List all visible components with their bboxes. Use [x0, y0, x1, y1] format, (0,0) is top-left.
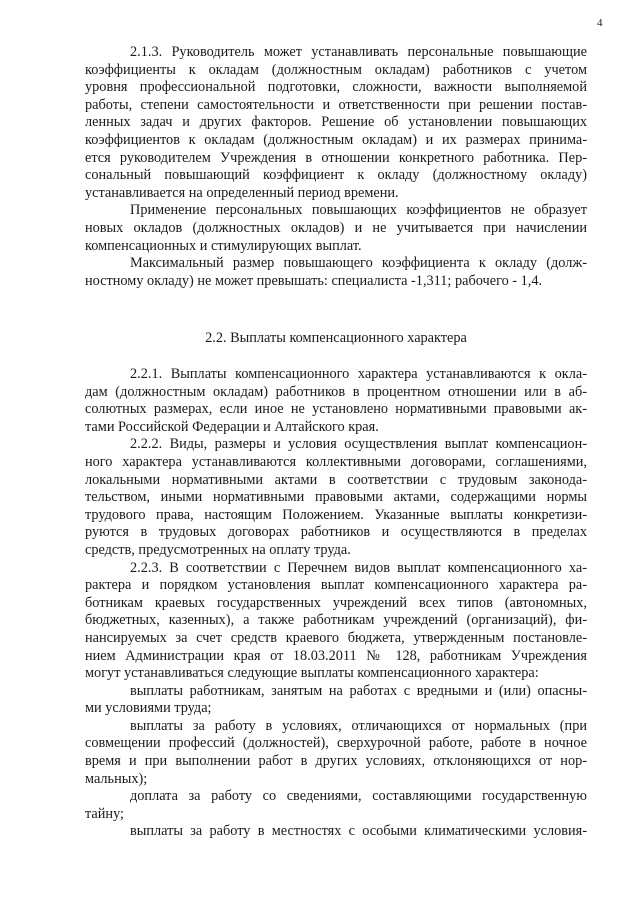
text-line: ми условиями труда;: [85, 700, 212, 717]
text-line: ленных задач и других факторов. Решение об установлении повышающих: [85, 114, 587, 131]
text-line: могут устанавливаться следующие выплаты компенсационного характера:: [85, 665, 539, 682]
text-line: коэффициенты к окладам (должностным окладам) работников с учетом: [85, 61, 587, 78]
text-line: компенсационных и стимулирующих выплат.: [85, 237, 362, 254]
text-line: тайну;: [85, 805, 125, 822]
text-line: ного характера устанавливаются коллективными договорами, соглашениями,: [85, 453, 587, 470]
text-line: 2.2.1. Выплаты компенсационного характера устанавливаются к окла-: [130, 366, 587, 382]
text-line: новых окладов (должностных окладов) и не учитывается при начислении: [85, 219, 587, 236]
section-heading: 2.2. Выплаты компенсационного характера: [205, 330, 467, 346]
text-line: рактера и порядком установления выплат компенсационного характера ра-: [85, 577, 587, 594]
text-line: устанавливается на определенный период времени.: [85, 184, 399, 201]
text-line: 2.2.2. Виды, размеры и условия осуществления выплат компенсацион-: [130, 436, 587, 453]
text-line: уровня профессиональной подготовки, сложности, важности выполняемой: [85, 79, 587, 96]
text-line: 2.2.3. В соответствии с Перечнем видов выплат компенсационного ха-: [130, 559, 587, 576]
text-line: дам (должностным окладам) работников в процентном отношении или в аб-: [85, 383, 587, 400]
text-line: выплаты за работу в местностях с особыми климатическими условия-: [130, 823, 587, 840]
text-line: мальных);: [85, 770, 148, 787]
text-line: солютных размерах, если иное не установлено нормативными правовыми ак-: [85, 401, 587, 418]
text-line: 2.1.3. Руководитель может устанавливать персональные повышающие: [130, 44, 587, 60]
text-line: руются в трудовых договорах работников и осуществляются в пределах: [85, 524, 587, 541]
text-line: ется руководителем Учреждения в отношении конкретного работника. Пер-: [85, 149, 587, 166]
text-line: нием Администрации края от 18.03.2011 № 128, работникам Учреждения: [85, 647, 587, 664]
text-line: Максимальный размер повышающего коэффициента к окладу (долж-: [130, 255, 587, 272]
text-line: локальными нормативными актами в соответствии с трудовым законода-: [85, 471, 587, 488]
text-line: тами Российской Федерации и Алтайского края.: [85, 418, 379, 435]
text-line: коэффициентов к окладам (должностным окладам) и их размерах принима-: [85, 131, 587, 148]
section-2-1-3-text: [85, 44, 587, 290]
text-line: трудового права, настоящим Положением. Указанные выплаты конкретизи-: [85, 506, 587, 523]
text-line: тельством, иными нормативными правовыми актами, содержащими нормы: [85, 489, 587, 506]
text-line: ботникам краевых государственных учреждений всех типов (автономных,: [85, 594, 587, 611]
text-line: выплаты за работу в условиях, отличающихся от нормальных (при: [130, 717, 587, 734]
text-line: бюджетных, казенных), а также работникам учреждений (организаций), фи-: [85, 612, 587, 629]
text-line: Применение персональных повышающих коэффициентов не образует: [130, 202, 587, 219]
text-line: ностному окладу) не может превышать: специалиста -1,311; рабочего - 1,4.: [85, 272, 543, 289]
section-2-2-text: [85, 366, 587, 841]
text-line: совмещении профессий (должностей), сверхурочной работе, работе в ночное: [85, 735, 587, 752]
text-line: выплаты работникам, занятым на работах с вредными и (или) опасны-: [130, 682, 587, 699]
text-line: работы, степени самостоятельности и ответственности при решении постав-: [85, 96, 587, 113]
text-line: нансируемых за счет средств краевого бюджета, утвержденным постановле-: [85, 629, 587, 646]
text-line: сональный повышающий коэффициент к окладу (должностному окладу): [85, 167, 587, 184]
text-line: время и при выполнении работ в других условиях, отклоняющихся от нор-: [85, 753, 587, 770]
page-number: 4: [597, 17, 603, 29]
text-line: доплата за работу со сведениями, составляющими государственную: [130, 788, 587, 805]
text-line: средств, предусмотренных на оплату труда.: [85, 541, 351, 558]
